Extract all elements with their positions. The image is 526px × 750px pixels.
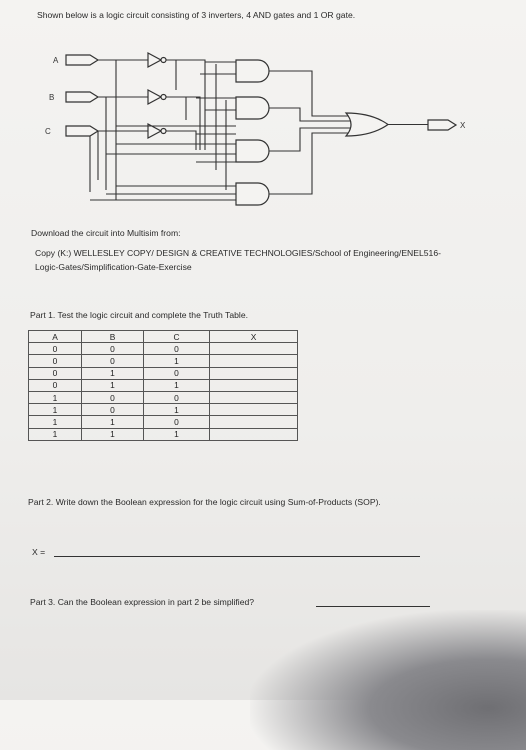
header-x: X xyxy=(210,331,298,343)
header-a: A xyxy=(29,331,82,343)
cell-a: 0 xyxy=(29,367,82,379)
and-gate-2 xyxy=(236,97,269,119)
sop-answer-line[interactable] xyxy=(54,556,420,557)
cell-a: 0 xyxy=(29,355,82,367)
wire xyxy=(216,64,226,190)
input-a-label: A xyxy=(53,56,59,65)
table-row xyxy=(29,416,298,428)
cell-c: 1 xyxy=(144,428,210,440)
input-b-connector xyxy=(66,92,98,102)
cell-b: 1 xyxy=(82,367,144,379)
cell-a: 0 xyxy=(29,379,82,391)
cell-x[interactable] xyxy=(210,343,298,355)
cell-a: 1 xyxy=(29,391,82,403)
table-row xyxy=(29,355,298,367)
cell-x[interactable] xyxy=(210,355,298,367)
logic-circuit-diagram xyxy=(0,0,526,220)
part2-instruction: Part 2. Write down the Boolean expression for the logic circuit using Sum-of-Products (SOP). xyxy=(28,497,381,507)
cell-a: 1 xyxy=(29,428,82,440)
cell-a: 0 xyxy=(29,343,82,355)
cell-c: 0 xyxy=(144,343,210,355)
cell-b: 0 xyxy=(82,404,144,416)
and-gate-3 xyxy=(236,140,269,162)
input-b-label: B xyxy=(49,93,55,102)
cell-c: 0 xyxy=(144,416,210,428)
cell-a: 1 xyxy=(29,404,82,416)
table-row xyxy=(29,404,298,416)
cell-a: 1 xyxy=(29,416,82,428)
part3-question: Part 3. Can the Boolean expression in part 2 be simplified? xyxy=(30,597,255,607)
cell-x[interactable] xyxy=(210,379,298,391)
output-x-connector xyxy=(428,120,456,130)
cell-c: 1 xyxy=(144,379,210,391)
input-a-connector xyxy=(66,55,98,65)
cell-x[interactable] xyxy=(210,416,298,428)
truth-table-header-row xyxy=(29,331,298,343)
truth-table xyxy=(28,330,298,441)
wire xyxy=(269,71,352,194)
cell-x[interactable] xyxy=(210,391,298,403)
header-c: C xyxy=(144,331,210,343)
cell-b: 1 xyxy=(82,428,144,440)
inverter-a xyxy=(148,53,166,67)
header-b: B xyxy=(82,331,144,343)
cell-x[interactable] xyxy=(210,428,298,440)
cell-c: 1 xyxy=(144,355,210,367)
x-equals-label: X = xyxy=(32,547,46,557)
file-path-line-1: Copy (K:) WELLESLEY COPY/ DESIGN & CREATIVE TECHNOLOGIES/School of Engineering/ENEL516- xyxy=(35,248,441,258)
download-instruction: Download the circuit into Multisim from: xyxy=(31,228,181,238)
cell-x[interactable] xyxy=(210,367,298,379)
table-row xyxy=(29,367,298,379)
photo-shadow xyxy=(250,610,526,750)
cell-b: 0 xyxy=(82,391,144,403)
wire xyxy=(90,144,236,200)
inverter-b xyxy=(148,90,166,104)
cell-b: 1 xyxy=(82,416,144,428)
part3-answer-line[interactable] xyxy=(316,606,430,607)
input-c-label: C xyxy=(45,127,51,136)
table-row xyxy=(29,428,298,440)
cell-c: 0 xyxy=(144,391,210,403)
cell-x[interactable] xyxy=(210,404,298,416)
output-x-label: X xyxy=(460,121,466,130)
cell-b: 0 xyxy=(82,343,144,355)
input-c-connector xyxy=(66,126,98,136)
cell-c: 0 xyxy=(144,367,210,379)
wire xyxy=(176,60,186,120)
table-row xyxy=(29,379,298,391)
table-row xyxy=(29,391,298,403)
cell-b: 1 xyxy=(82,379,144,391)
cell-b: 0 xyxy=(82,355,144,367)
heading: Shown below is a logic circuit consisting of 3 inverters, 4 AND gates and 1 OR gate. xyxy=(37,10,356,20)
cell-c: 1 xyxy=(144,404,210,416)
or-gate xyxy=(346,113,388,136)
table-row xyxy=(29,343,298,355)
part1-instruction: Part 1. Test the logic circuit and complete the Truth Table. xyxy=(30,310,248,320)
and-gate-4 xyxy=(236,183,269,205)
and-gate-1 xyxy=(236,60,269,82)
file-path-line-2: Logic-Gates/Simplification-Gate-Exercise xyxy=(35,262,192,272)
